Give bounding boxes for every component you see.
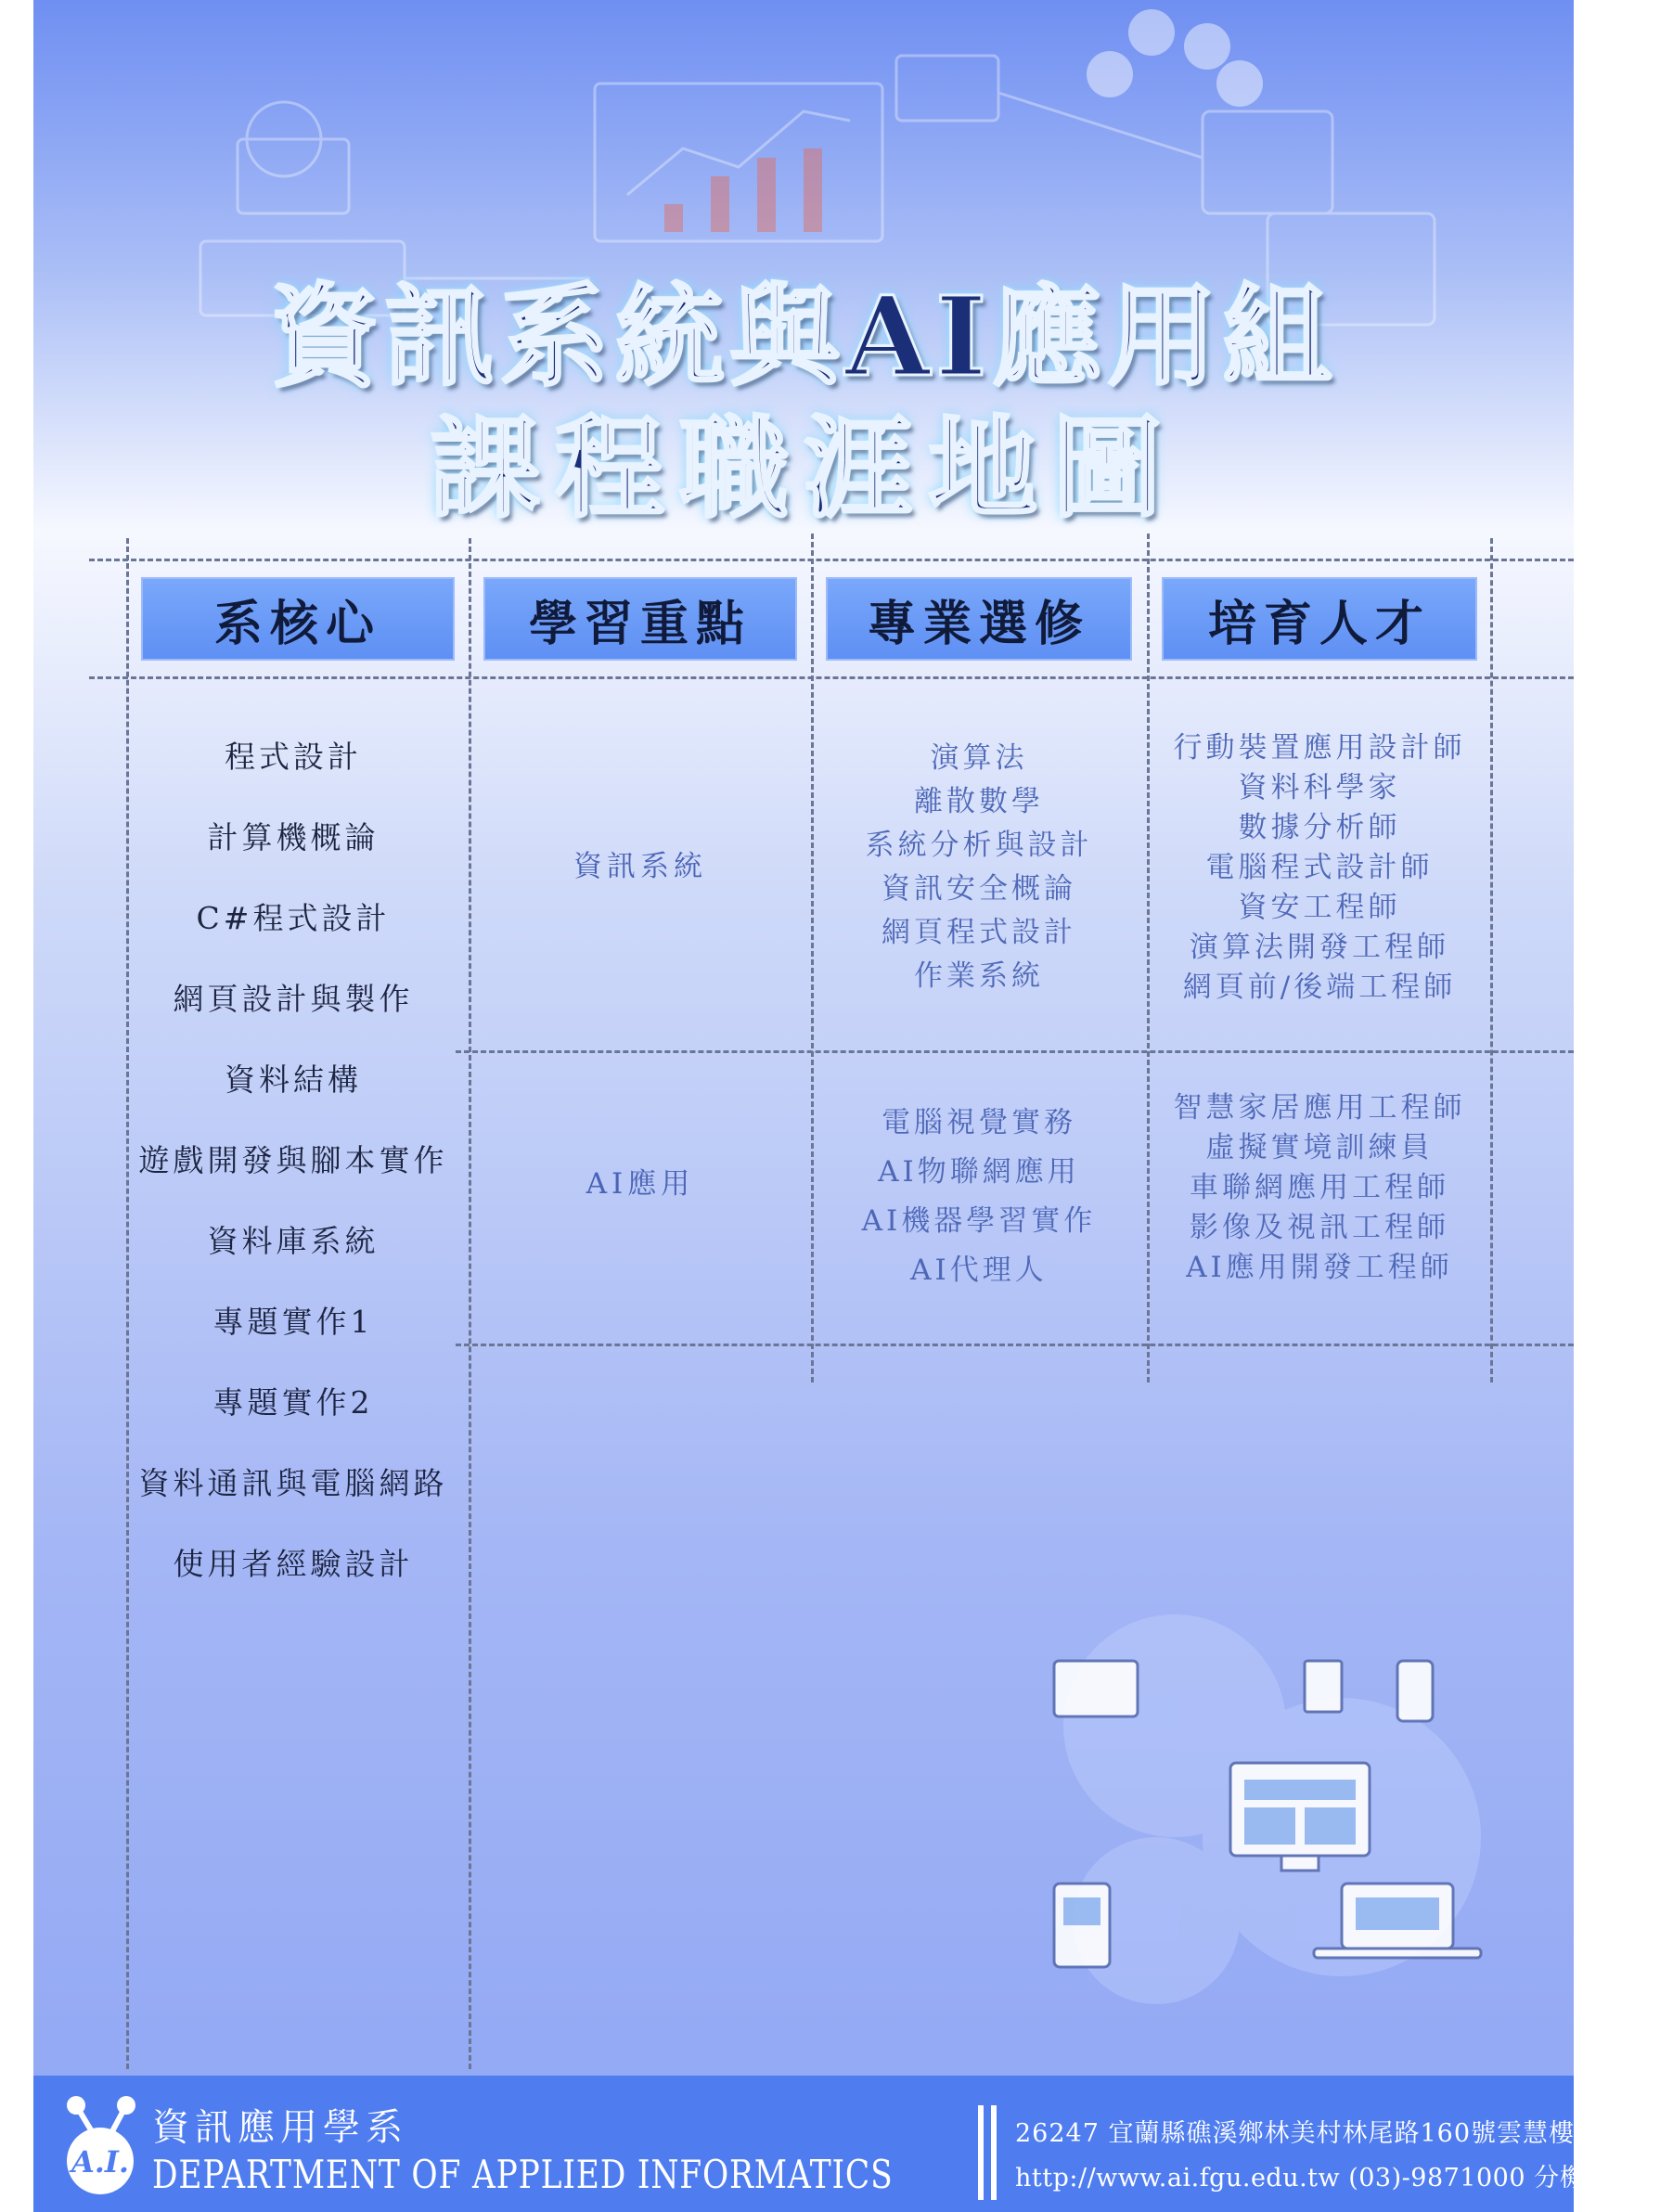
grid-line-track-bottom — [456, 1344, 1574, 1346]
footer — [33, 2076, 1667, 2212]
track-focus-ai: AI應用 — [586, 1166, 695, 1201]
poster — [33, 0, 1667, 2212]
grid-line-right — [1490, 538, 1493, 1382]
devices-illustration — [1036, 1614, 1490, 2004]
elective-item: AI機器學習實作 — [861, 1204, 1097, 1238]
core-course-item: 資料結構 — [225, 1061, 362, 1098]
track-focus-info-systems: 資訊系統 — [573, 849, 707, 883]
grid-line-col1 — [469, 538, 471, 2069]
elective-item: 作業系統 — [914, 959, 1044, 993]
department-name-en: DEPARTMENT OF APPLIED INFORMATICS — [152, 2152, 894, 2197]
career-item: 車聯網應用工程師 — [1190, 1170, 1449, 1204]
elective-item: 離散數學 — [914, 785, 1044, 818]
elective-item: AI物聯網應用 — [878, 1155, 1080, 1189]
elective-item: 電腦視覺實務 — [882, 1106, 1076, 1139]
core-course-item: 使用者經驗設計 — [173, 1546, 414, 1582]
elective-item: AI代理人 — [910, 1254, 1048, 1287]
header-electives: 專業選修 — [826, 577, 1132, 661]
career-item: 網頁前/後端工程師 — [1182, 970, 1457, 1004]
elective-item: 演算法 — [930, 741, 1028, 775]
header-core: 系核心 — [141, 577, 455, 661]
career-item: 資安工程師 — [1238, 890, 1401, 924]
career-item: 演算法開發工程師 — [1190, 930, 1449, 964]
elective-item: 網頁程式設計 — [882, 916, 1076, 949]
grid-line-header-bottom — [89, 676, 1574, 679]
career-item: 行動裝置應用設計師 — [1173, 730, 1466, 765]
header-focus: 學習重點 — [483, 577, 797, 661]
track-careers-info-systems — [1150, 719, 1489, 1016]
core-course-item: 資料庫系統 — [207, 1223, 380, 1259]
header-careers: 培育人才 — [1162, 577, 1477, 661]
elective-item: 系統分析與設計 — [865, 829, 1093, 862]
core-course-item: 程式設計 — [225, 739, 362, 775]
footer-divider — [991, 2105, 997, 2200]
department-address: 26247 宜蘭縣礁溪鄉林美村林尾路160號雲慧樓 — [1015, 2119, 1576, 2148]
core-course-item: 資料通訊與電腦網路 — [138, 1465, 448, 1501]
career-item: AI應用開發工程師 — [1186, 1250, 1453, 1284]
track-careers-ai — [1150, 1086, 1489, 1290]
career-item: 數據分析師 — [1238, 810, 1401, 844]
core-course-item: 網頁設計與製作 — [173, 981, 414, 1017]
footer-divider — [978, 2105, 984, 2200]
track-electives-ai — [814, 1086, 1144, 1308]
department-name-zh: 資訊應用學系 — [152, 2106, 408, 2149]
grid-line-top — [89, 559, 1574, 561]
elective-item: 資訊安全概論 — [882, 872, 1076, 906]
career-item: 智慧家居應用工程師 — [1173, 1090, 1466, 1125]
career-item: 資料科學家 — [1238, 770, 1401, 804]
page-title-line1: 資訊系統與AI應用組 — [269, 272, 1338, 401]
core-course-item: 遊戲開發與腳本實作 — [138, 1142, 448, 1178]
track-electives-info-systems — [814, 719, 1144, 1016]
svg-text:A.I.: A.I. — [71, 2144, 130, 2180]
grid-line-track-divider — [456, 1050, 1574, 1053]
department-logo — [56, 2092, 148, 2196]
core-course-item: 計算機概論 — [207, 819, 380, 855]
core-course-list — [126, 714, 460, 1602]
department-contact: http://www.ai.fgu.edu.tw (03)-9871000 分機23201 — [1015, 2164, 1667, 2193]
core-course-item: 專題實作2 — [212, 1384, 374, 1421]
career-item: 影像及視訊工程師 — [1190, 1210, 1449, 1244]
core-course-item: 專題實作1 — [212, 1304, 374, 1340]
career-item: 虛擬實境訓練員 — [1205, 1130, 1434, 1164]
career-item: 電腦程式設計師 — [1205, 850, 1434, 884]
page-title-line2: 課程職涯地圖 — [430, 404, 1177, 533]
core-course-item: C#程式設計 — [196, 900, 391, 936]
